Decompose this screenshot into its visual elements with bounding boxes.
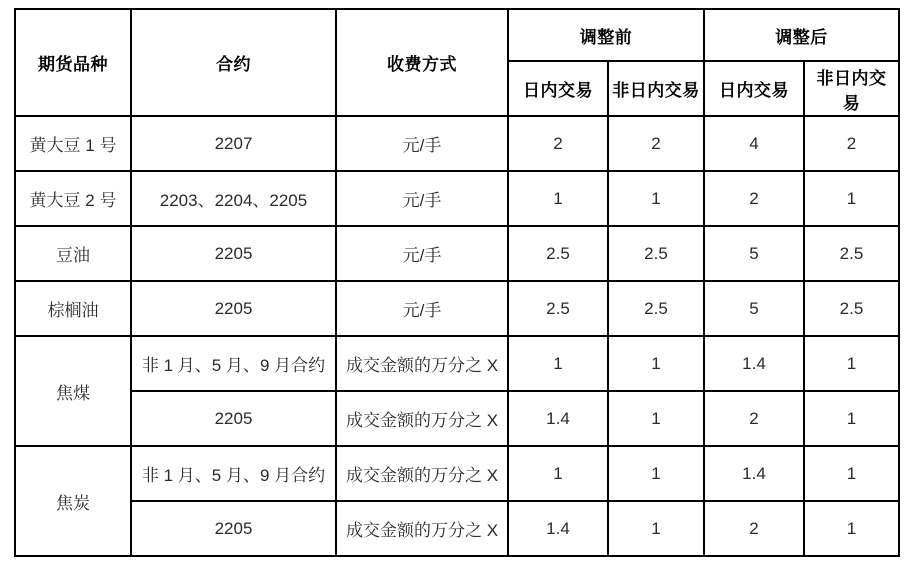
table-row [15,336,899,391]
cell-variety: 棕榈油 [15,281,131,336]
cell-before-non-intraday: 1 [608,446,704,501]
cell-variety-jiaomei: 焦煤 [15,336,131,446]
cell-before-intraday: 1 [508,336,608,391]
cell-contract: 2205 [131,281,336,336]
table-row [15,391,899,446]
cell-after-non-intraday: 1 [804,391,899,446]
header-contract: 合约 [131,9,336,116]
header-after-adjustment: 调整后 [704,9,899,61]
cell-contract: 非 1 月、5 月、9 月合约 [131,446,336,501]
cell-before-intraday: 1 [508,171,608,226]
header-after-intraday: 日内交易 [704,61,804,116]
cell-before-intraday: 2.5 [508,226,608,281]
cell-before-non-intraday: 1 [608,391,704,446]
cell-fee-method: 元/手 [336,281,508,336]
header-before-intraday: 日内交易 [508,61,608,116]
cell-after-non-intraday: 2 [804,116,899,171]
table-row [15,446,899,501]
cell-before-non-intraday: 1 [608,336,704,391]
cell-after-intraday: 1.4 [704,446,804,501]
table-row [15,501,899,556]
cell-contract: 2205 [131,501,336,556]
table-row [15,226,899,281]
cell-before-non-intraday: 2 [608,116,704,171]
cell-fee-method: 元/手 [336,171,508,226]
cell-contract: 2203、2204、2205 [131,171,336,226]
header-before-adjustment: 调整前 [508,9,704,61]
cell-after-intraday: 2 [704,501,804,556]
cell-after-non-intraday: 1 [804,501,899,556]
cell-after-intraday: 5 [704,281,804,336]
cell-fee-method: 元/手 [336,226,508,281]
cell-fee-method: 元/手 [336,116,508,171]
cell-before-intraday: 1.4 [508,501,608,556]
table-header-row-1 [15,9,899,61]
cell-contract: 非 1 月、5 月、9 月合约 [131,336,336,391]
cell-variety: 黄大豆 1 号 [15,116,131,171]
cell-before-non-intraday: 2.5 [608,226,704,281]
cell-after-non-intraday: 2.5 [804,226,899,281]
cell-after-non-intraday: 1 [804,446,899,501]
header-after-non-intraday: 非日内交易 [804,61,899,116]
cell-after-intraday: 2 [704,171,804,226]
cell-after-intraday: 1.4 [704,336,804,391]
table-row [15,171,899,226]
cell-fee-method: 成交金额的万分之 X [336,501,508,556]
cell-before-intraday: 2 [508,116,608,171]
cell-after-intraday: 2 [704,391,804,446]
cell-variety-jiaotan: 焦炭 [15,446,131,556]
cell-before-intraday: 1.4 [508,391,608,446]
table-row [15,116,899,171]
cell-variety: 豆油 [15,226,131,281]
cell-fee-method: 成交金额的万分之 X [336,391,508,446]
fee-table [14,8,900,557]
cell-before-intraday: 1 [508,446,608,501]
cell-variety: 黄大豆 2 号 [15,171,131,226]
cell-after-non-intraday: 1 [804,336,899,391]
cell-after-intraday: 5 [704,226,804,281]
cell-contract: 2207 [131,116,336,171]
table-row [15,281,899,336]
cell-after-non-intraday: 2.5 [804,281,899,336]
header-fee-method: 收费方式 [336,9,508,116]
fee-table-container [14,8,900,557]
cell-fee-method: 成交金额的万分之 X [336,446,508,501]
cell-contract: 2205 [131,391,336,446]
cell-after-non-intraday: 1 [804,171,899,226]
cell-before-intraday: 2.5 [508,281,608,336]
header-variety: 期货品种 [15,9,131,116]
cell-contract: 2205 [131,226,336,281]
cell-before-non-intraday: 1 [608,501,704,556]
cell-before-non-intraday: 2.5 [608,281,704,336]
header-before-non-intraday: 非日内交易 [608,61,704,116]
cell-fee-method: 成交金额的万分之 X [336,336,508,391]
cell-before-non-intraday: 1 [608,171,704,226]
cell-after-intraday: 4 [704,116,804,171]
